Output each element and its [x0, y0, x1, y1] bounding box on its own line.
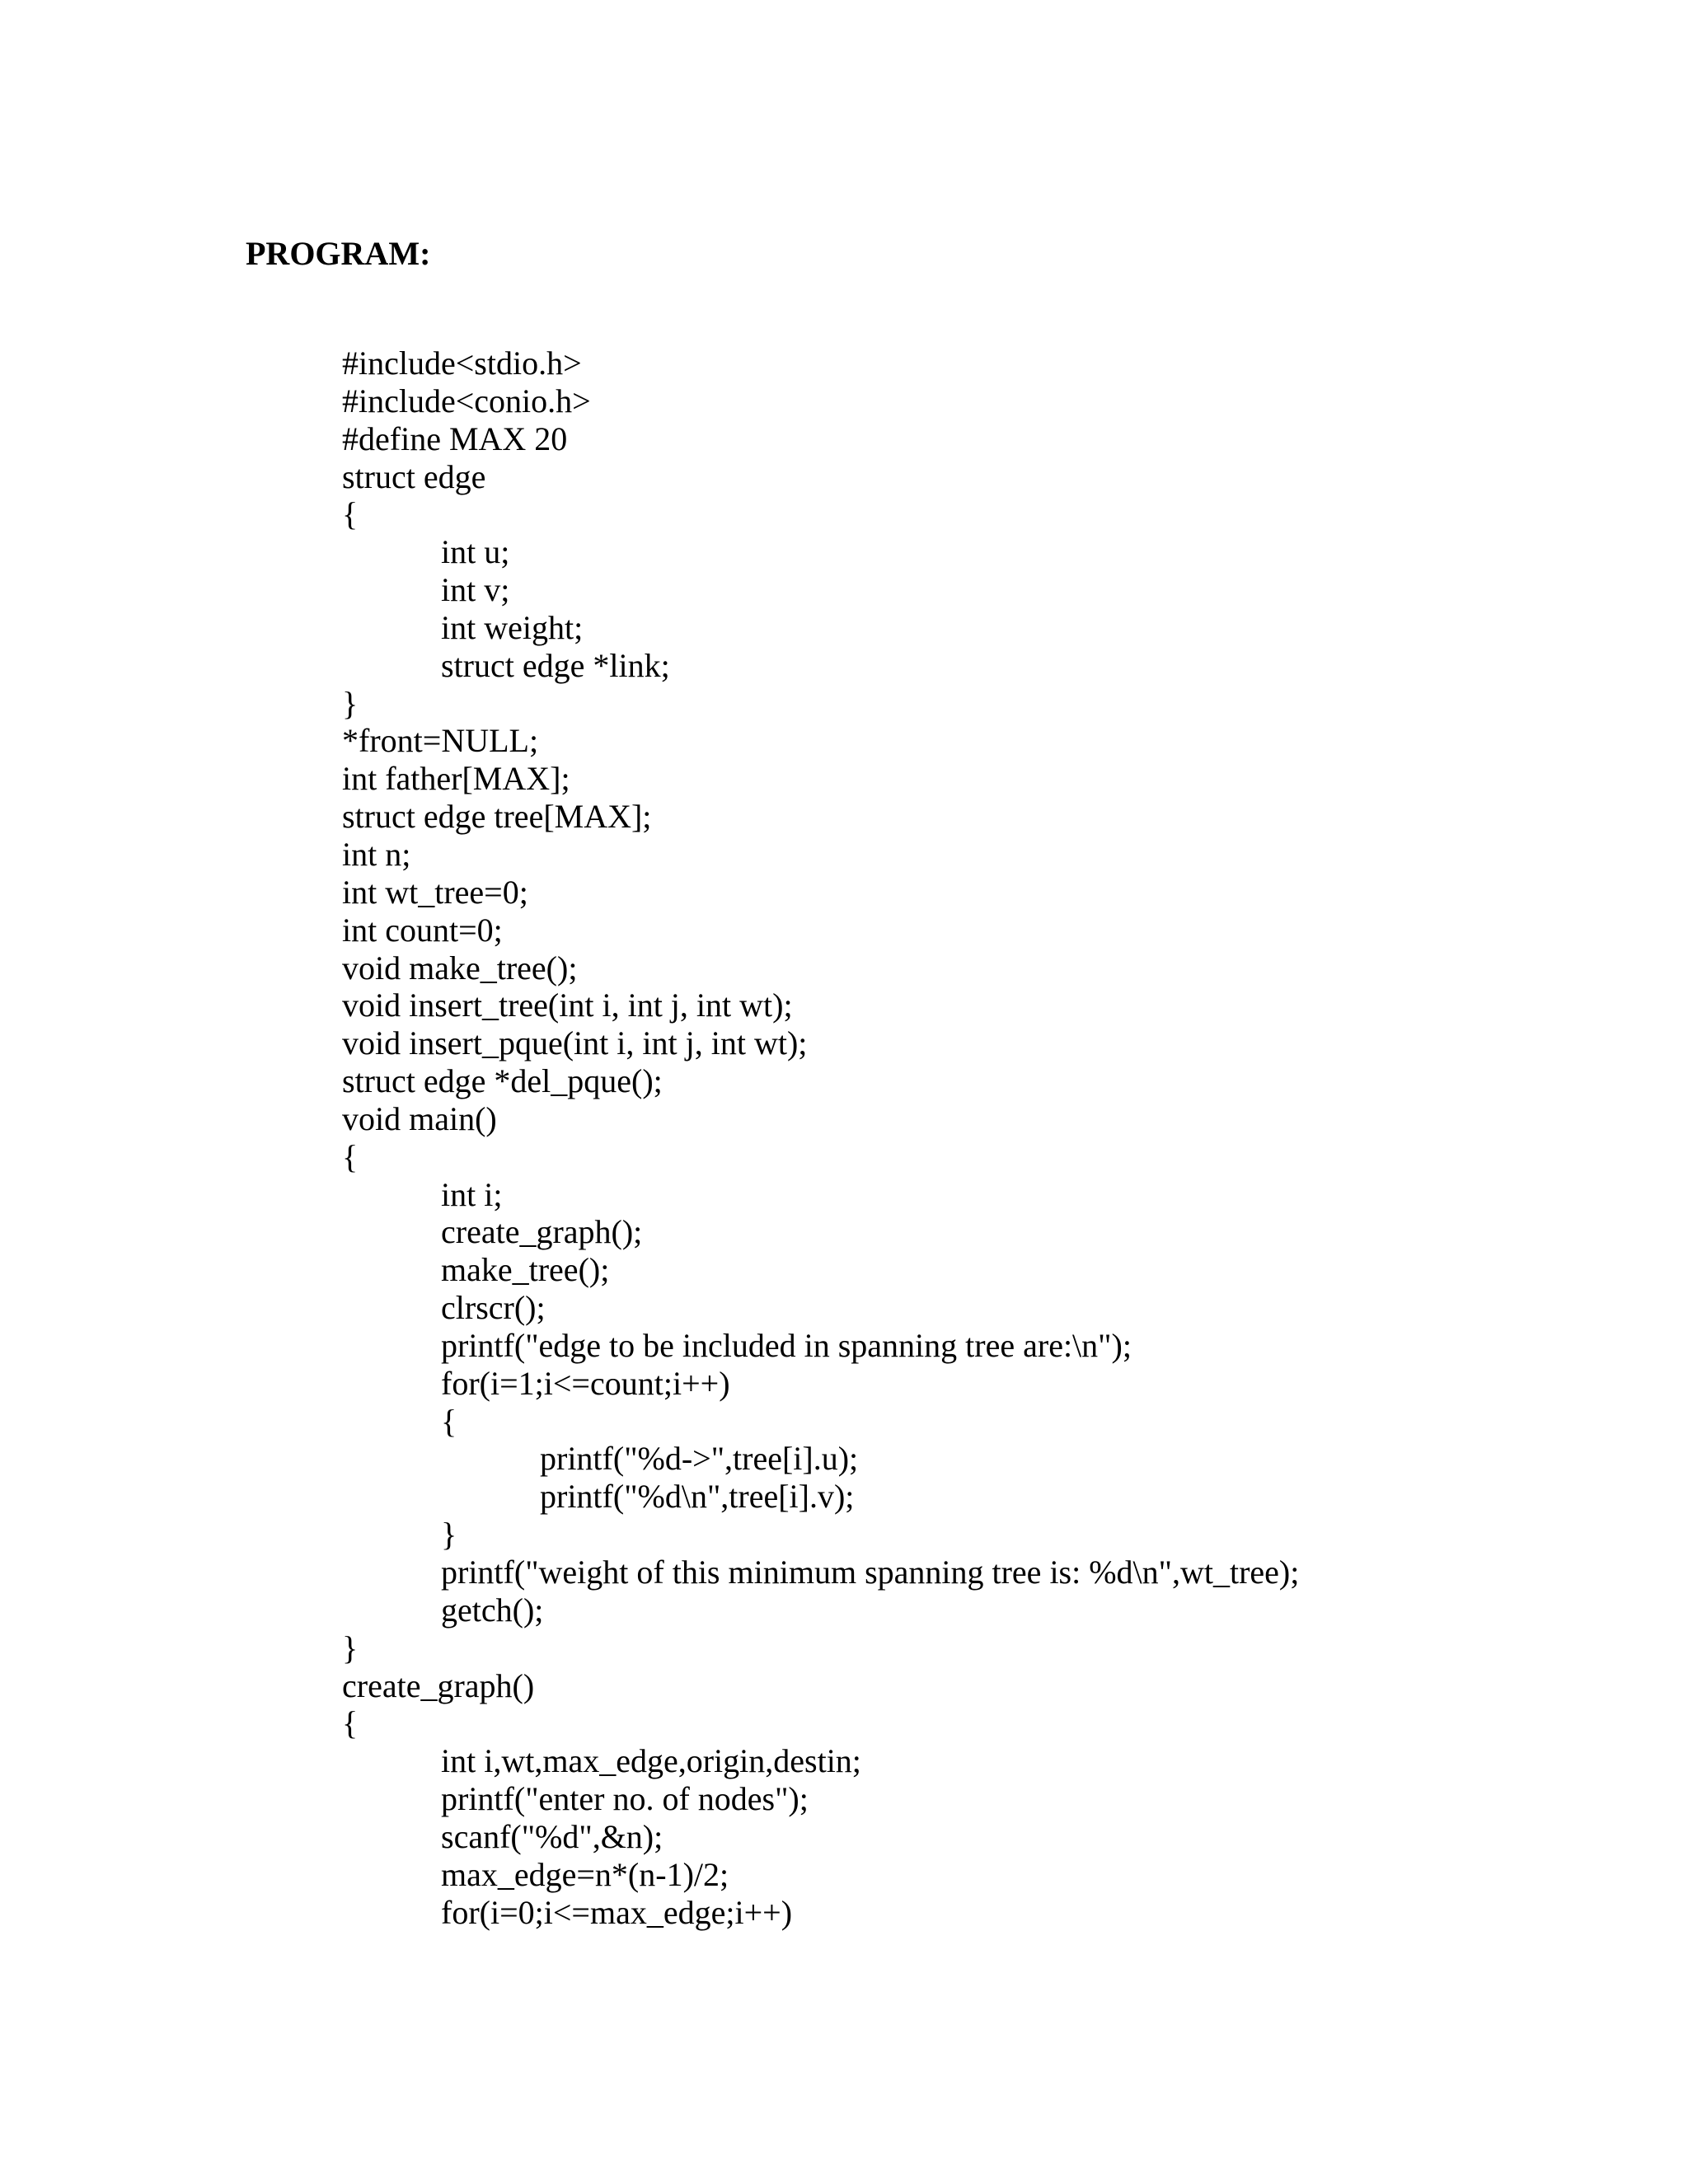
code-line: void insert_tree(int i, int j, int wt); [342, 987, 793, 1024]
code-line: int father[MAX]; [342, 760, 570, 798]
code-line: struct edge tree[MAX]; [342, 798, 652, 836]
code-line: { [342, 495, 359, 533]
code-line: void make_tree(); [342, 949, 578, 987]
code-line: printf("weight of this minimum spanning tree is: %d\n",wt_tree); [441, 1554, 1300, 1591]
code-line: for(i=1;i<=count;i++) [441, 1364, 730, 1402]
code-line: int u; [441, 533, 510, 571]
code-line: struct edge *link; [441, 646, 670, 684]
code-line: struct edge *del_pque(); [342, 1062, 663, 1100]
code-line: { [342, 1137, 359, 1175]
code-line: #include<conio.h> [342, 382, 591, 419]
code-line: #include<stdio.h> [342, 344, 582, 382]
code-line: for(i=0;i<=max_edge;i++) [441, 1893, 793, 1931]
code-line: void insert_pque(int i, int j, int wt); [342, 1024, 808, 1062]
code-line: } [342, 1629, 359, 1666]
code-line: clrscr(); [441, 1289, 546, 1327]
code-line: scanf("%d",&n); [441, 1817, 663, 1855]
code-line: *front=NULL; [342, 722, 539, 760]
code-line: { [441, 1402, 457, 1440]
code-line: { [342, 1704, 359, 1742]
code-line: } [441, 1516, 457, 1554]
code-line: int n; [342, 835, 411, 873]
code-listing [342, 344, 1299, 1931]
code-line: printf("edge to be included in spanning tree are:\n"); [441, 1326, 1132, 1364]
code-line: make_tree(); [441, 1251, 610, 1289]
code-line: create_graph() [342, 1666, 535, 1704]
code-line: int weight; [441, 608, 584, 646]
code-line: #define MAX 20 [342, 419, 568, 457]
code-line: printf("%d\n",tree[i].v); [540, 1478, 855, 1516]
code-line: } [342, 684, 359, 722]
program-heading: PROGRAM: [246, 235, 431, 272]
code-line: int wt_tree=0; [342, 873, 528, 911]
code-line: int i; [441, 1175, 503, 1213]
code-line: create_graph(); [441, 1213, 643, 1251]
code-line: int count=0; [342, 911, 503, 949]
code-line: printf("enter no. of nodes"); [441, 1780, 809, 1818]
code-line: int v; [441, 571, 510, 609]
code-line: max_edge=n*(n-1)/2; [441, 1855, 729, 1893]
code-line: struct edge [342, 457, 486, 495]
code-line: int i,wt,max_edge,origin,destin; [441, 1742, 861, 1780]
code-line: printf("%d->",tree[i].u); [540, 1440, 859, 1478]
code-line: void main() [342, 1099, 497, 1137]
code-line: getch(); [441, 1591, 544, 1629]
